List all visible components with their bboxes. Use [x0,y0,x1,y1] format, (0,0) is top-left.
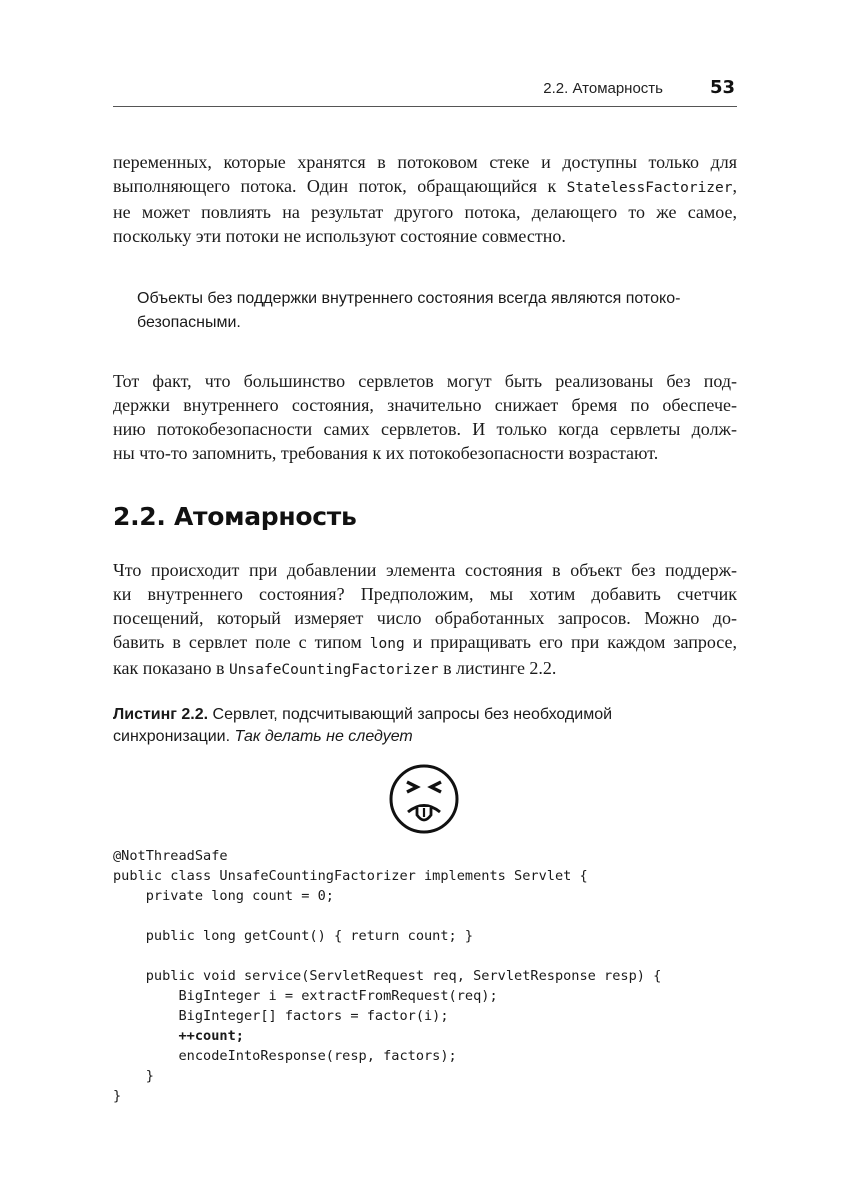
running-head-title: 2.2. Атомарность [543,80,663,97]
disgusted-face-icon [388,763,460,835]
paragraph-line: не может повлиять на результат другого потока, делающего то же самое, [113,202,737,222]
paragraph-line: Тот факт, что большинство сервлетов могут быть реализованы без под- [113,371,737,391]
code-line: public long getCount() { return count; } [113,928,474,944]
code-line: public void service(ServletRequest req, ServletResponse resp) { [113,968,662,984]
paragraph-line: держки внутреннего состояния, значительно снижает бремя по обеспече- [113,395,737,415]
listing-warning: Так делать не следует [234,728,413,745]
code-line: BigInteger[] factors = factor(i); [113,1008,449,1024]
paragraph-line: поскольку эти потоки не используют состояние совместно. [113,226,566,246]
paragraph-line: ны что-то запомнить, требования к их потокобезопасности возрастают. [113,443,659,463]
code-listing [113,846,661,1106]
paragraph-stateless-threads [113,150,737,248]
listing-caption [113,704,737,748]
paragraph-line: переменных, которые хранятся в потоковом стеке и доступны только для [113,152,737,172]
code-line: encodeIntoResponse(resp, factors); [113,1048,457,1064]
paragraph-line: ки внутреннего состояния? Предположим, мы хотим добавить счетчик [113,584,737,604]
inline-code: UnsafeCountingFactorizer [229,662,439,678]
callout-line: Объекты без поддержки внутреннего состояния всегда являются потоко- [137,290,681,307]
paragraph-line: как показано в UnsafeCountingFactorizer в листинге 2.2. [113,658,557,678]
paragraph-line: нию потокобезопасности самих сервлетов. И только когда сервлеты долж- [113,419,737,439]
paragraph-line: Что происходит при добавлении элемента состояния в объект без поддерж- [113,560,737,580]
code-line: BigInteger i = extractFromRequest(req); [113,988,498,1004]
paragraph-counter-intro [113,558,737,682]
listing-title-cont: синхронизации. [113,728,235,745]
page-number: 53 [709,77,735,98]
paragraph-line: выполняющего потока. Один поток, обращающийся к StatelessFactorizer, [113,176,737,196]
inline-code: long [369,636,405,652]
paragraph-line: посещений, который измеряет число обработанных запросов. Можно до- [113,608,737,628]
callout-line: безопасными. [137,314,241,331]
code-line: public class UnsafeCountingFactorizer implements Servlet { [113,868,588,884]
inline-code: StatelessFactorizer [566,180,733,196]
code-line-increment: ++count; [113,1028,244,1044]
code-line: private long count = 0; [113,888,334,904]
running-head [113,76,737,107]
code-line: } [113,1088,122,1104]
code-line: } [113,1068,154,1084]
paragraph-servlets-stateless [113,369,737,465]
listing-label: Листинг 2.2. [113,706,209,723]
listing-title: Сервлет, подсчитывающий запросы без необходимой [208,706,613,723]
code-line: @NotThreadSafe [113,848,228,864]
callout-note [137,287,727,335]
section-heading: 2.2. Атомарность [113,502,357,531]
paragraph-line: бавить в сервлет поле с типом long и приращивать его при каждом запросе, [113,632,737,652]
